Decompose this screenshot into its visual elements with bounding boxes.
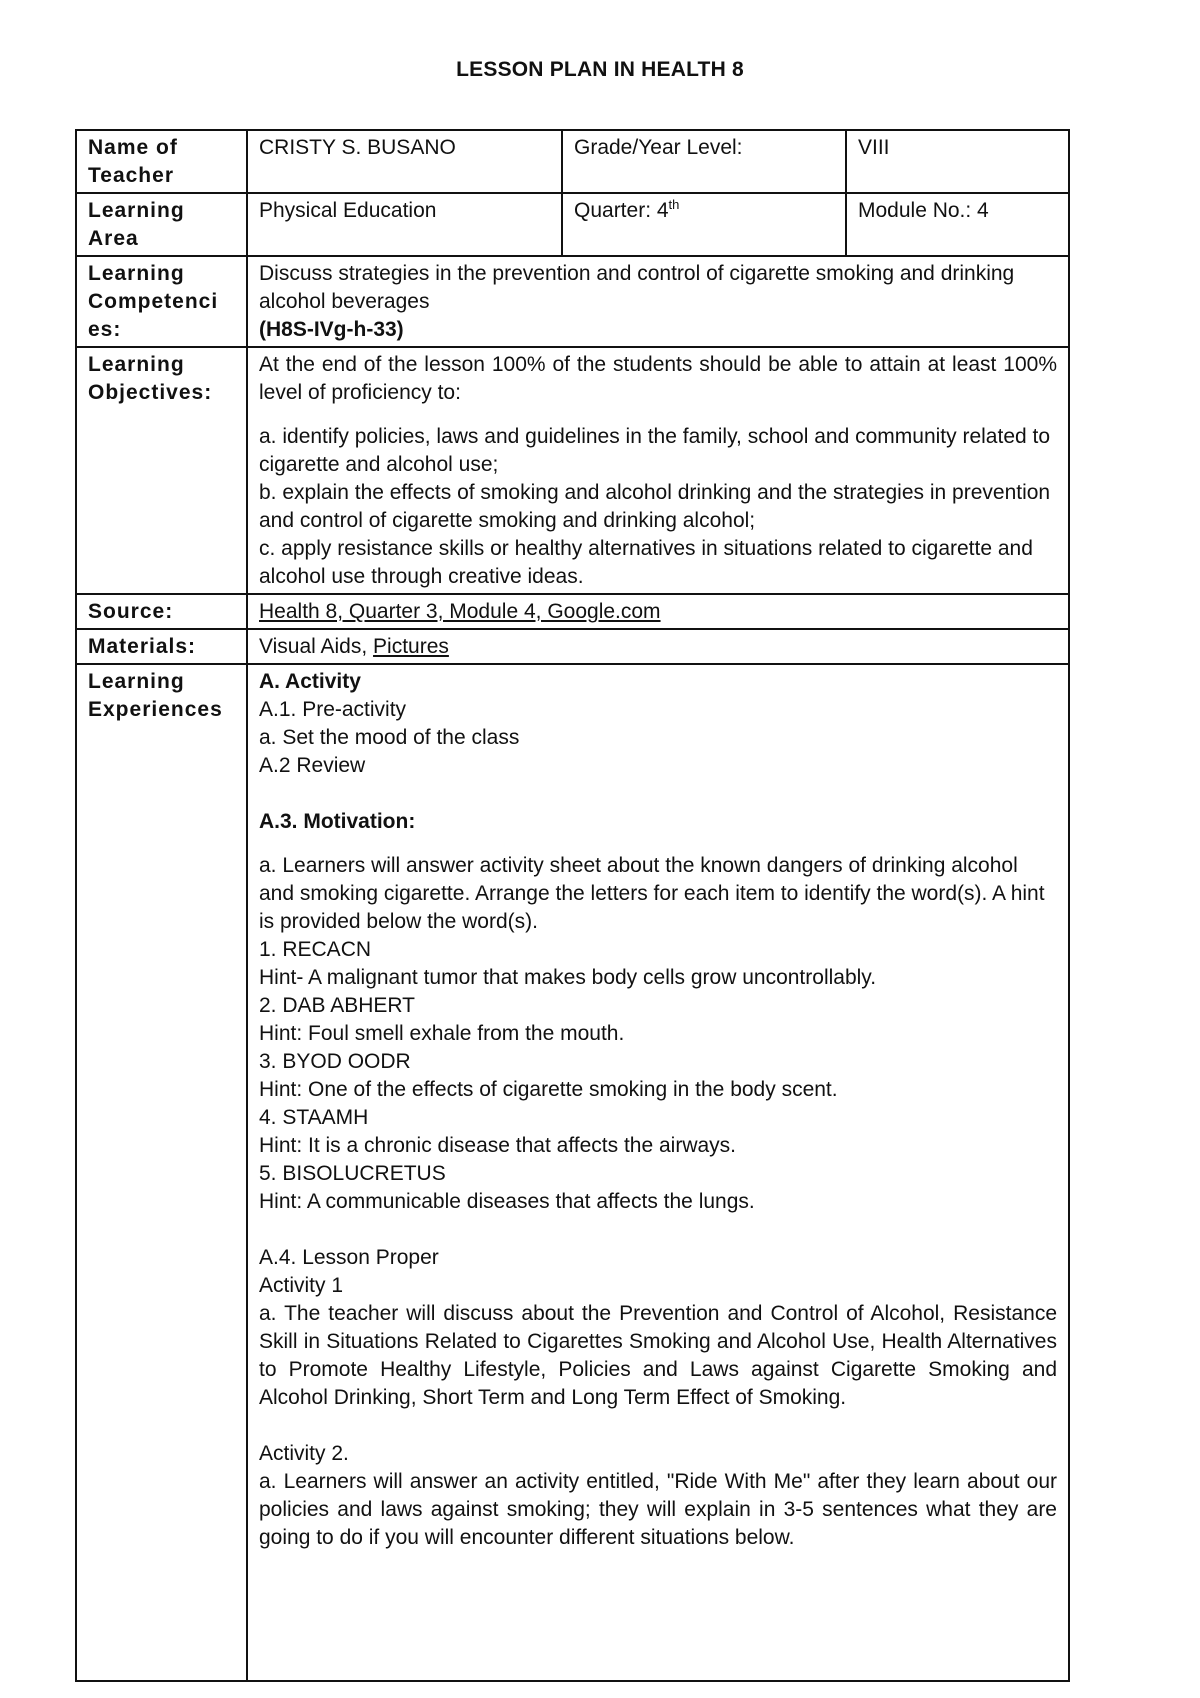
materials-row xyxy=(76,629,1069,664)
puzzle-hint: Hint: A communicable diseases that affects the lungs. xyxy=(259,1190,755,1213)
quarter-label: Quarter: 4th xyxy=(562,193,846,256)
objectives-row xyxy=(76,347,1069,594)
activity2-text: a. Learners will answer an activity entitled, "Ride With Me" after they learn about our policies and laws against smoking; they will explain in 3-5 sentences what they are going to do if you will encounter different situations below. xyxy=(259,1470,1057,1549)
puzzle-word: 5. BISOLUCRETUS xyxy=(259,1162,446,1185)
name-label: Name of Teacher xyxy=(76,130,247,193)
lesson-plan-table xyxy=(75,129,1070,1682)
experiences-cell xyxy=(247,664,1069,1681)
objectives-label: Learning Objectives: xyxy=(76,347,247,594)
experiences-label: Learning Experiences xyxy=(76,664,247,1681)
materials-value: Visual Aids, Pictures xyxy=(247,629,1069,664)
competencies-cell xyxy=(247,256,1069,347)
puzzle-hint: Hint- A malignant tumor that makes body cells grow uncontrollably. xyxy=(259,966,877,989)
puzzle-word: 1. RECACN xyxy=(259,938,372,961)
objective-item: c. apply resistance skills or healthy alternatives in situations related to cigarette and alcohol use through creative ideas. xyxy=(259,537,1033,588)
module-label: Module No.: 4 xyxy=(846,193,1069,256)
source-label: Source: xyxy=(76,594,247,629)
teacher-name: CRISTY S. BUSANO xyxy=(247,130,562,193)
set-mood: a. Set the mood of the class xyxy=(259,726,520,749)
area-row xyxy=(76,193,1069,256)
area-value: Physical Education xyxy=(247,193,562,256)
objectives-intro: At the end of the lesson 100% of the students should be able to attain at least 100% level of proficiency to: xyxy=(259,353,1057,404)
grade-label: Grade/Year Level: xyxy=(562,130,846,193)
source-value: Health 8, Quarter 3, Module 4, Google.com xyxy=(247,594,1069,629)
puzzle-hint: Hint: One of the effects of cigarette smoking in the body scent. xyxy=(259,1078,838,1101)
puzzle-hint: Hint: Foul smell exhale from the mouth. xyxy=(259,1022,625,1045)
competencies-text: Discuss strategies in the prevention and control of cigarette smoking and drinking alcohol beverages xyxy=(259,262,1015,313)
competencies-row xyxy=(76,256,1069,347)
puzzle-hint: Hint: It is a chronic disease that affects the airways. xyxy=(259,1134,737,1157)
source-row xyxy=(76,594,1069,629)
objective-item: b. explain the effects of smoking and alcohol drinking and the strategies in prevention and control of cigarette smoking and drinking alcohol; xyxy=(259,481,1051,532)
motivation-heading: A.3. Motivation: xyxy=(259,810,416,833)
puzzle-word: 2. DAB ABHERT xyxy=(259,994,416,1017)
lesson-proper: A.4. Lesson Proper xyxy=(259,1246,439,1269)
objectives-cell xyxy=(247,347,1069,594)
teacher-row xyxy=(76,130,1069,193)
competencies-label: Learning Competenci es: xyxy=(76,256,247,347)
area-label: Learning Area xyxy=(76,193,247,256)
grade-value: VIII xyxy=(846,130,1069,193)
puzzle-word: 3. BYOD OODR xyxy=(259,1050,411,1073)
review: A.2 Review xyxy=(259,754,366,777)
motivation-text: a. Learners will answer activity sheet about the known dangers of drinking alcohol and smoking cigarette. Arrange the letters for each item to identify the word(s). A hint is provided below the word(s). xyxy=(259,854,1045,933)
puzzle-word: 4. STAAMH xyxy=(259,1106,369,1129)
activity-heading: A. Activity xyxy=(259,670,361,693)
experiences-row xyxy=(76,664,1069,1681)
materials-label: Materials: xyxy=(76,629,247,664)
activity1-text: a. The teacher will discuss about the Prevention and Control of Alcohol, Resistance Skill in Situations Related to Cigarettes Smoking and Alcohol Use, Health Alternatives to Promote Healthy Lifestyle, Policies and Laws against Cigarette Smoking and Alcohol Drinking, Short Term and Long Term Effect of Smoking. xyxy=(259,1302,1057,1409)
page-title: LESSON PLAN IN HEALTH 8 xyxy=(456,58,744,81)
competencies-code: (H8S-IVg-h-33) xyxy=(259,318,404,341)
objective-item: a. identify policies, laws and guidelines in the family, school and community related to cigarette and alcohol use; xyxy=(259,425,1051,476)
activity2-label: Activity 2. xyxy=(259,1442,349,1465)
activity1-label: Activity 1 xyxy=(259,1274,344,1297)
pre-activity: A.1. Pre-activity xyxy=(259,698,407,721)
